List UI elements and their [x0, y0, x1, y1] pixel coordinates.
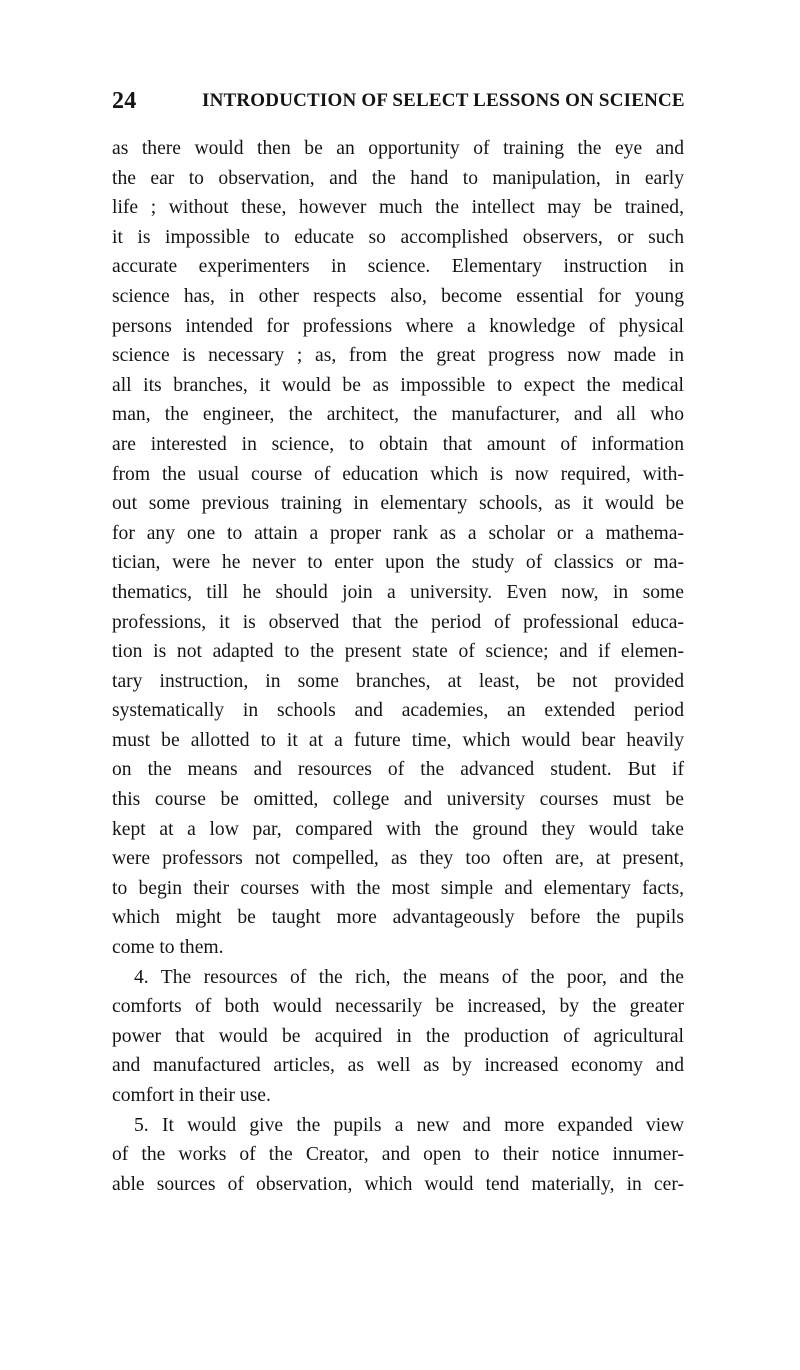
text-line: come to them.	[112, 937, 224, 959]
text-line: out some previous training in elementary schools, as it would be	[112, 493, 684, 515]
text-line: thematics, till he should join a university. Even now, in some	[112, 581, 684, 603]
text-line: comforts of both would necessarily be increased, by the greater	[112, 996, 684, 1018]
text-line: able sources of observation, which would tend materially, in cer-	[112, 1173, 684, 1195]
text-line: persons intended for professions where a knowledge of physical	[112, 315, 684, 337]
body-text	[112, 134, 684, 1199]
running-head	[112, 86, 692, 116]
text-line: as there would then be an opportunity of training the eye and	[112, 138, 684, 159]
running-title: INTRODUCTION OF SELECT LESSONS ON SCIENCE	[202, 90, 685, 111]
text-line: all its branches, it would be as impossible to expect the medical	[112, 374, 684, 396]
text-line: must be allotted to it at a future time, which would bear heavily	[112, 729, 684, 751]
text-line: are interested in science, to obtain that amount of information	[112, 433, 684, 455]
text-line: professions, it is observed that the period of professional educa-	[112, 611, 684, 633]
text-line: life ; without these, however much the intellect may be trained,	[112, 197, 684, 219]
text-line: tary instruction, in some branches, at least, be not provided	[112, 670, 684, 692]
text-line: from the usual course of education which is now required, with-	[112, 463, 684, 485]
text-line: systematically in schools and academies, an extended period	[112, 700, 684, 722]
text-line: and manufactured articles, as well as by increased economy and	[112, 1055, 684, 1077]
paragraph-5-start: 5. It would give the pupils a new and more expanded view	[134, 1114, 684, 1136]
paragraph-4-start: 4. The resources of the rich, the means of the poor, and the	[134, 966, 684, 988]
text-line: of the works of the Creator, and open to their notice innumer-	[112, 1144, 684, 1166]
text-line: comfort in their use.	[112, 1085, 271, 1106]
text-line: accurate experimenters in science. Elementary instruction in	[112, 256, 684, 278]
text-line: tion is not adapted to the present state of science; and if elemen-	[112, 641, 684, 663]
text-line: power that would be acquired in the production of agricultural	[112, 1025, 684, 1047]
text-line: the ear to observation, and the hand to manipulation, in early	[112, 167, 684, 189]
text-line: this course be omitted, college and university courses must be	[112, 789, 684, 811]
page-number: 24	[112, 88, 137, 114]
text-line: were professors not compelled, as they too often are, at present,	[112, 848, 684, 870]
text-line: which might be taught more advantageously before the pupils	[112, 907, 684, 929]
text-line: kept at a low par, compared with the ground they would take	[112, 818, 684, 840]
text-line: it is impossible to educate so accomplished observers, or such	[112, 226, 684, 248]
text-line: for any one to attain a proper rank as a scholar or a mathema-	[112, 522, 684, 544]
text-line: to begin their courses with the most simple and elementary facts,	[112, 877, 684, 899]
text-line: science is necessary ; as, from the great progress now made in	[112, 345, 684, 367]
text-line: on the means and resources of the advanced student. But if	[112, 759, 684, 781]
text-line: science has, in other respects also, become essential for young	[112, 285, 684, 307]
text-line: tician, were he never to enter upon the study of classics or ma-	[112, 552, 684, 574]
text-line: man, the engineer, the architect, the manufacturer, and all who	[112, 404, 684, 426]
